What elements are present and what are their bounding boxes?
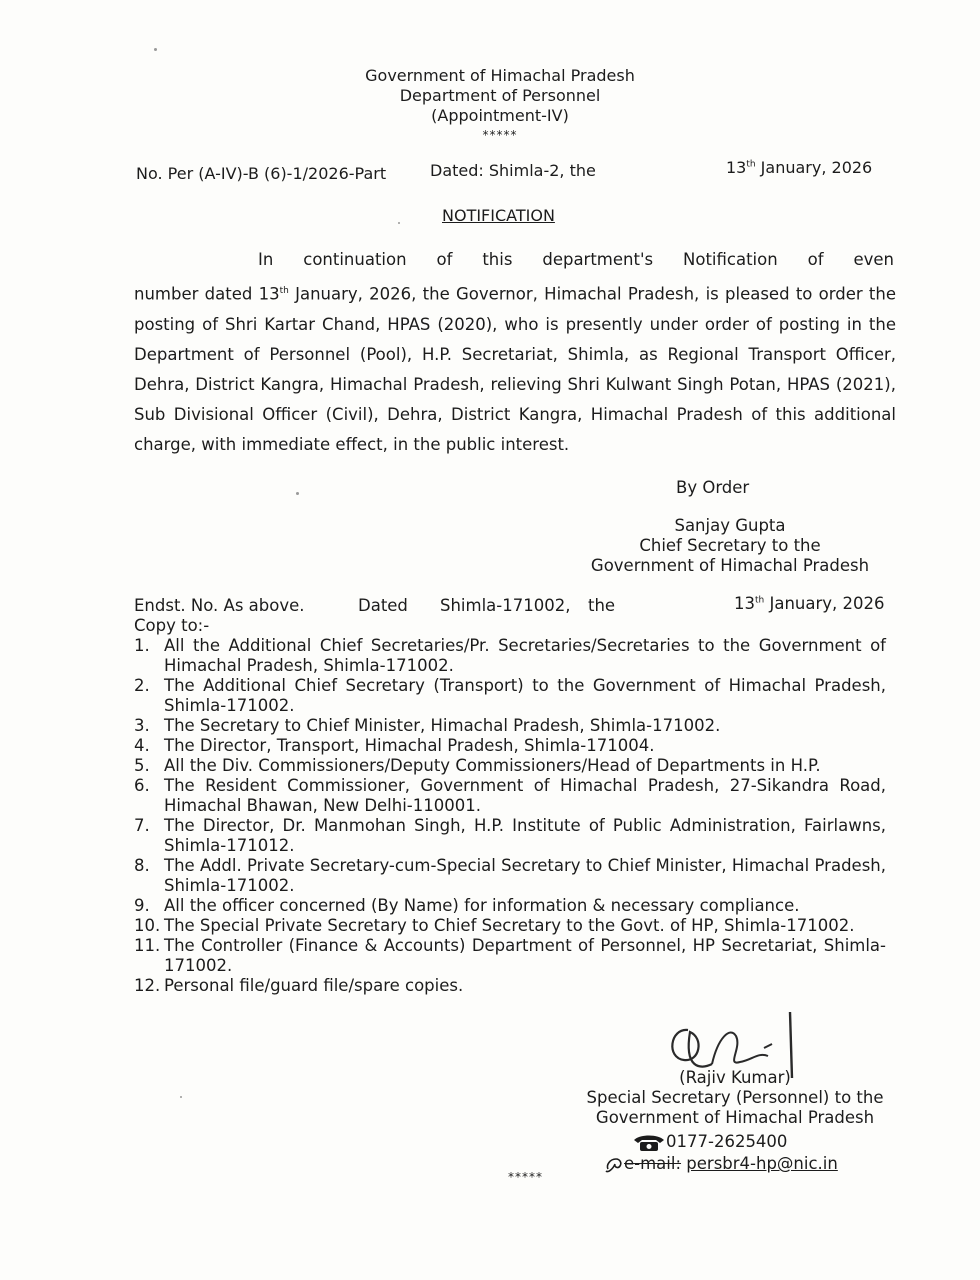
list-item bbox=[134, 636, 886, 676]
endorsement-place: Shimla-171002, bbox=[440, 596, 571, 615]
list-number: 12. bbox=[134, 976, 161, 995]
telephone-icon bbox=[632, 1134, 666, 1152]
list-number: 9. bbox=[134, 896, 150, 915]
body-word: this bbox=[482, 250, 513, 269]
header-stars: ***** bbox=[482, 128, 518, 142]
copy-to-label: Copy to:- bbox=[134, 616, 210, 635]
phone-line bbox=[632, 1132, 787, 1152]
notification-title: NOTIFICATION bbox=[442, 206, 555, 225]
email-icon bbox=[604, 1155, 624, 1175]
list-text: The Director, Dr. Manmohan Singh, H.P. Institute of Public Administration, Fairlawns, Shimla-171012. bbox=[164, 816, 886, 855]
list-number: 2. bbox=[134, 676, 150, 695]
list-text: The Controller (Finance & Accounts) Department of Personnel, HP Secretariat, Shimla-171002. bbox=[164, 936, 886, 975]
second-signatory-designation: Special Secretary (Personnel) to the bbox=[586, 1088, 884, 1107]
notification-body: number dated 13th January, 2026, the Governor, Himachal Pradesh, is pleased to order the posting of Shri Kartar Chand, HPAS (2020), who is presently under order of posting in the Department of Personnel (Pool), H.P. Secretariat, Shimla, as Regional Transport Officer, Dehra, District Kangra, Himachal Pradesh, relieving Shri Kulwant Singh Potan, HPAS (2021), Sub Divisional Officer (Civil), Dehra, District Kangra, Himachal Pradesh of this additional charge, with immediate effect, in the public interest. bbox=[134, 284, 896, 454]
signatory-block bbox=[570, 516, 890, 576]
scan-speck bbox=[296, 492, 299, 495]
list-text: The Addl. Private Secretary-cum-Special Secretary to Chief Minister, Himachal Pradesh, Shimla-171002. bbox=[164, 856, 886, 895]
department-name: Department of Personnel bbox=[399, 86, 601, 105]
list-text: The Secretary to Chief Minister, Himachal Pradesh, Shimla-171002. bbox=[164, 716, 721, 735]
list-item bbox=[134, 816, 886, 856]
list-number: 5. bbox=[134, 756, 150, 775]
email-label: e-mail: bbox=[624, 1154, 682, 1173]
by-order: By Order bbox=[676, 478, 750, 497]
list-text: The Resident Commissioner, Government of Himachal Pradesh, 27-Sikandra Road, Himachal Bhawan, New Delhi-110001. bbox=[164, 776, 886, 815]
email-address[interactable]: persbr4-hp@nic.in bbox=[686, 1154, 838, 1173]
list-text: All the Div. Commissioners/Deputy Commissioners/Head of Departments in H.P. bbox=[164, 756, 821, 775]
list-item bbox=[134, 856, 886, 896]
second-signatory-organisation: Government of Himachal Pradesh bbox=[595, 1108, 875, 1127]
reference-dated: Dated: Shimla-2, the bbox=[430, 161, 596, 180]
list-text: The Director, Transport, Himachal Pradesh, Shimla-171004. bbox=[164, 736, 655, 755]
list-number: 10. bbox=[134, 916, 161, 935]
list-number: 7. bbox=[134, 816, 150, 835]
list-text: All the officer concerned (By Name) for information & necessary compliance. bbox=[164, 896, 800, 915]
scan-speck bbox=[398, 222, 400, 224]
body-word: even bbox=[853, 250, 894, 269]
list-item bbox=[134, 936, 886, 976]
reference-date: 13th January, 2026 bbox=[726, 158, 873, 177]
body-word: continuation bbox=[303, 250, 407, 269]
footer-stars: ***** bbox=[508, 1170, 543, 1184]
body-word: In bbox=[258, 250, 274, 269]
list-text: The Additional Chief Secretary (Transport) to the Government of Himachal Pradesh, Shimla-171002. bbox=[164, 676, 886, 715]
email-line bbox=[604, 1154, 838, 1175]
reference-number: No. Per (A-IV)-B (6)-1/2026-Part bbox=[136, 164, 387, 183]
list-item bbox=[134, 976, 886, 996]
list-number: 11. bbox=[134, 936, 161, 955]
list-item bbox=[134, 676, 886, 716]
endorsement-number: Endst. No. As above. bbox=[134, 596, 305, 615]
branch-name: (Appointment-IV) bbox=[431, 106, 569, 125]
list-number: 3. bbox=[134, 716, 150, 735]
body-word: of bbox=[436, 250, 453, 269]
list-number: 8. bbox=[134, 856, 150, 875]
body-first-line bbox=[258, 250, 894, 269]
list-number: 6. bbox=[134, 776, 150, 795]
list-item bbox=[134, 896, 886, 916]
body-word: of bbox=[807, 250, 824, 269]
list-text: All the Additional Chief Secretaries/Pr. Secretaries/Secretaries to the Government of Himachal Pradesh, Shimla-171002. bbox=[164, 636, 886, 675]
second-signatory-block bbox=[570, 1068, 900, 1128]
list-item bbox=[134, 736, 886, 756]
signatory-organisation: Government of Himachal Pradesh bbox=[590, 556, 870, 575]
list-text: Personal file/guard file/spare copies. bbox=[164, 976, 464, 995]
list-number: 1. bbox=[134, 636, 150, 655]
signatory-designation: Chief Secretary to the bbox=[639, 536, 821, 555]
list-item bbox=[134, 916, 886, 936]
body-word: Notification bbox=[683, 250, 778, 269]
signatory-name: Sanjay Gupta bbox=[674, 516, 786, 535]
list-text: The Special Private Secretary to Chief Secretary to the Govt. of HP, Shimla-171002. bbox=[164, 916, 855, 935]
scan-speck bbox=[154, 48, 157, 51]
endorsement-dated: Dated bbox=[358, 596, 408, 615]
endorsement-date: 13th January, 2026 bbox=[734, 594, 885, 613]
phone-number: 0177-2625400 bbox=[666, 1132, 788, 1151]
endorsement-the: the bbox=[588, 596, 616, 615]
list-item bbox=[134, 776, 886, 816]
copy-list bbox=[134, 636, 886, 996]
scan-speck bbox=[180, 1096, 182, 1098]
second-signatory-name: (Rajiv Kumar) bbox=[679, 1068, 791, 1087]
list-item bbox=[134, 756, 886, 776]
list-item bbox=[134, 716, 886, 736]
government-name: Government of Himachal Pradesh bbox=[365, 66, 635, 85]
letterhead bbox=[300, 66, 700, 144]
list-number: 4. bbox=[134, 736, 150, 755]
body-word: department's bbox=[542, 250, 654, 269]
